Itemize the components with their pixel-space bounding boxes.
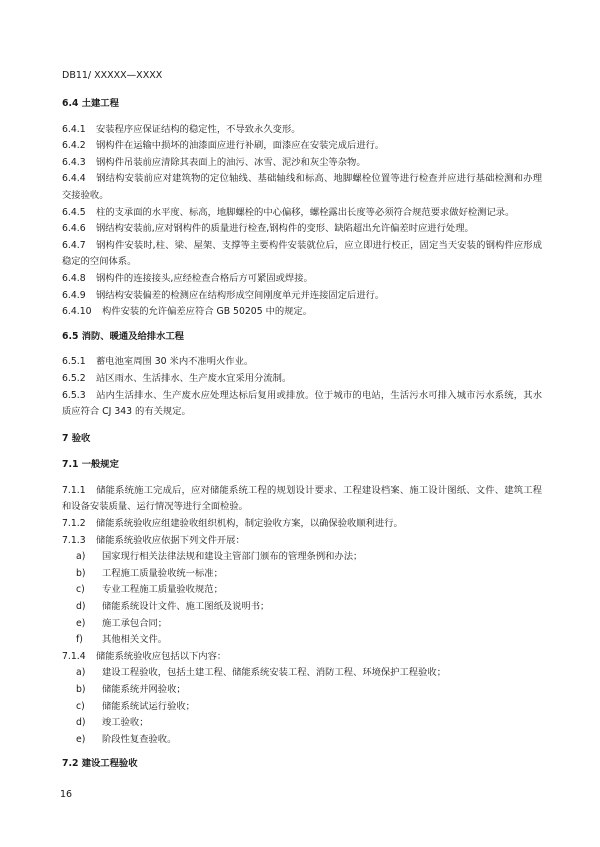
clause <box>62 516 542 533</box>
clause <box>62 649 542 666</box>
list-item-text: 储能系统并网验收； <box>102 684 186 695</box>
clause <box>62 238 542 271</box>
list-item <box>62 616 542 633</box>
list-item-text: 储能系统设计文件、施工图纸及说明书； <box>102 601 270 613</box>
clause-text: 储能系统验收应依据下列文件开展： <box>96 534 245 546</box>
clause-number: 6.4.1 <box>62 123 86 135</box>
list-item <box>62 715 542 732</box>
clause-number: 6.4.7 <box>62 239 86 251</box>
list-item-text: 阶段性复查验收。 <box>102 733 177 745</box>
chapter-heading: 7 验收 <box>62 432 91 444</box>
clause <box>62 221 542 238</box>
clause-number: 6.5.2 <box>62 372 86 384</box>
list-marker: e) <box>76 617 86 629</box>
clause-number: 6.4.5 <box>62 206 86 218</box>
clause-text: 钢构件在运输中损坏的油漆面应进行补刷，面漆应在安装完成后进行。 <box>96 140 385 152</box>
clause-text: 钢结构安装前,应对钢构件的质量进行检查,钢构件的变形、缺陷超出允许偏差时应进行处理。 <box>96 223 474 235</box>
list-marker: a) <box>76 667 86 679</box>
clause-number: 6.4.9 <box>62 289 86 301</box>
list-marker: e) <box>76 733 86 745</box>
clause-number: 6.4.4 <box>62 173 86 185</box>
clause-number: 7.1.1 <box>62 484 86 496</box>
clause-text: 站内生活排水、生产废水应处理达标后复用或排放。位于城市的电站，生活污水可排入城市污水系统，其水质应符合 CJ 343 的有关规定。 <box>62 389 542 418</box>
clause <box>62 205 542 222</box>
clause <box>62 271 542 288</box>
clause-text: 钢构件安装时,柱、梁、屋架、支撑等主要构件安装就位后，应立即进行校正，固定当天安装的钢构件应形成稳定的空间体系。 <box>62 239 542 268</box>
list-item <box>62 699 542 716</box>
list-marker: a) <box>76 551 86 563</box>
list-item-text: 其他相关文件。 <box>102 634 168 646</box>
section-heading: 6.5 消防、暖通及给排水工程 <box>62 330 184 342</box>
clause <box>62 138 542 155</box>
clause-text: 储能系统验收应组建验收组织机构，制定验收方案，以确保验收顺利进行。 <box>96 518 403 530</box>
list-marker: b) <box>76 684 86 695</box>
list-item-text: 专业工程施工质量验收规范； <box>102 584 223 596</box>
clause-text: 钢构件的连接接头,应经检查合格后方可紧固或焊接。 <box>96 272 313 284</box>
list-marker: f) <box>76 634 83 646</box>
list-item <box>62 665 542 682</box>
document-body <box>62 96 542 782</box>
clause-text: 储能系统施工完成后，应对储能系统工程的规划设计要求、工程建设档案、施工设计图纸、文件、建筑工程和设备安装质量、运行情况等进行全面检验。 <box>62 484 542 513</box>
clause-text: 钢结构安装偏差的检测应在结构形成空间刚度单元并连接固定后进行。 <box>96 289 385 301</box>
clause <box>62 288 542 305</box>
clause <box>62 388 542 421</box>
clause-number: 7.1.4 <box>62 650 86 662</box>
list-item <box>62 732 542 749</box>
list-item <box>62 549 542 566</box>
clause-text: 钢构件吊装前应清除其表面上的油污、冰雪、泥沙和灰尘等杂物。 <box>96 156 366 168</box>
clause-number: 6.4.3 <box>62 156 86 168</box>
clause <box>62 533 542 550</box>
clause-number: 7.1.3 <box>62 534 86 546</box>
list-item <box>62 682 542 699</box>
list-item <box>62 599 542 616</box>
clause-text: 储能系统验收应包括以下内容： <box>96 650 227 662</box>
list-item-text: 储能系统试运行验收； <box>102 700 195 712</box>
clause <box>62 354 542 371</box>
list-marker: b) <box>76 567 86 579</box>
clause <box>62 171 542 204</box>
list-item <box>62 582 542 599</box>
clause <box>62 371 542 388</box>
clause-text: 钢结构安装前应对建筑物的定位轴线、基础轴线和标高、地脚螺栓位置等进行检查并应进行基础检测和办理交接验收。 <box>62 173 542 201</box>
clause-text: 站区雨水、生活排水、生产废水宜采用分流制。 <box>96 372 292 384</box>
list-item-text: 建设工程验收，包括土建工程、储能系统安装工程、消防工程、环境保护工程验收； <box>102 667 446 679</box>
clause <box>62 483 542 516</box>
section-heading: 7.2 建设工程验收 <box>62 758 138 770</box>
document-id: DB11/ XXXXX—XXXX <box>62 70 163 81</box>
list-marker: c) <box>76 584 85 596</box>
list-item-text: 竣工验收； <box>102 717 149 729</box>
clause-number: 6.4.8 <box>62 272 86 284</box>
clause-text: 柱的支承面的水平度、标高，地脚螺栓的中心偏移，螺栓露出长度等必须符合规范要求做好检测记录。 <box>96 206 515 218</box>
clause-number: 6.5.1 <box>62 356 86 368</box>
clause <box>62 304 542 321</box>
clause-number: 7.1.2 <box>62 518 86 530</box>
list-item <box>62 566 542 583</box>
clause-number: 6.5.3 <box>62 389 86 401</box>
list-marker: c) <box>76 700 85 712</box>
clause <box>62 122 542 139</box>
list-item-text: 国家现行相关法律法规和建设主管部门颁布的管理条例和办法； <box>102 551 363 563</box>
list-item-text: 施工承包合同； <box>102 617 168 629</box>
section-heading: 7.1 一般规定 <box>62 459 119 471</box>
list-marker: d) <box>76 601 86 613</box>
page-number: 16 <box>60 789 73 800</box>
clause <box>62 155 542 172</box>
clause-number: 6.4.10 <box>62 306 92 318</box>
list-marker: d) <box>76 717 86 729</box>
section-heading: 6.4 土建工程 <box>62 98 119 109</box>
clause-text: 蓄电池室周围 30 米内不准明火作业。 <box>96 356 254 368</box>
clause-text: 构件安装的允许偏差应符合 GB 50205 中的规定。 <box>102 306 313 318</box>
clause-number: 6.4.6 <box>62 223 86 235</box>
list-item <box>62 632 542 649</box>
clause-number: 6.4.2 <box>62 140 86 152</box>
list-item-text: 工程施工质量验收统一标准； <box>102 567 223 579</box>
clause-text: 安装程序应保证结构的稳定性，不导致永久变形。 <box>96 123 301 135</box>
